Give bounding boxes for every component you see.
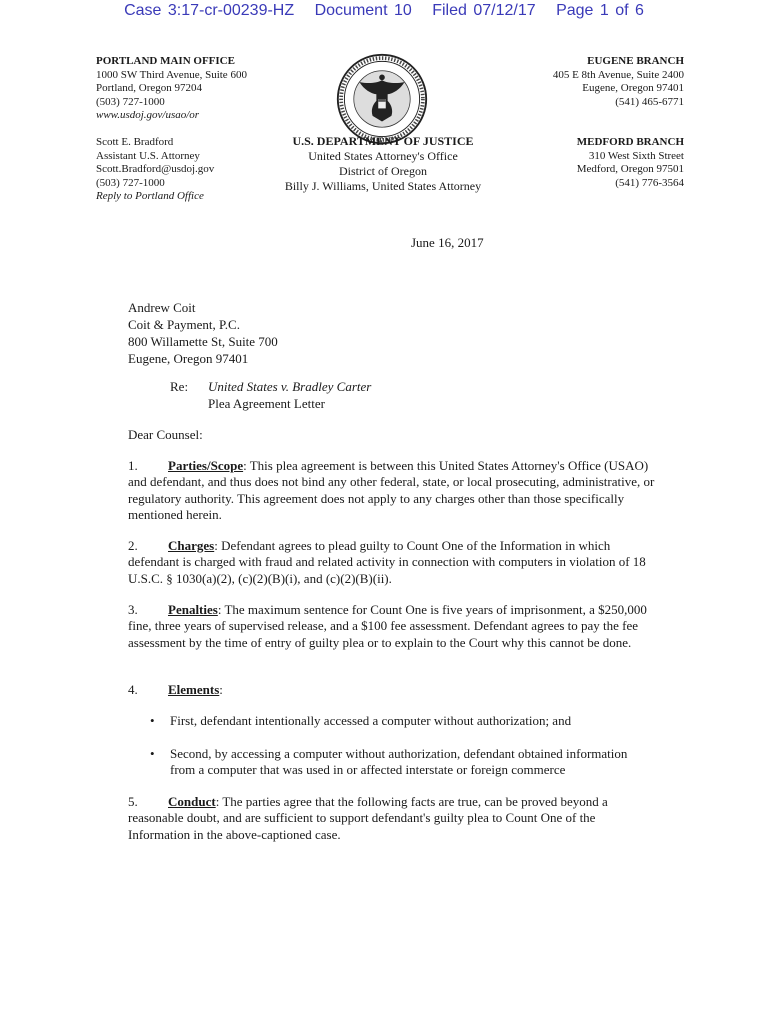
document-number: Document 10 (314, 2, 412, 19)
filed-date: Filed 07/12/17 (432, 2, 536, 19)
recipient-name: Andrew Coit (128, 300, 196, 315)
case-number: Case 3:17-cr-00239-HZ (124, 2, 295, 19)
main-office-address2: Portland, Oregon 97204 (96, 82, 203, 94)
department-attorney: Billy J. Williams, United States Attorney (284, 179, 482, 193)
paragraph-number: 2. (128, 538, 138, 553)
paragraph-heading: Penalties (168, 602, 218, 617)
paragraph-heading: Parties/Scope (168, 458, 244, 473)
paragraph-text: : The maximum sentence for Count One is five years of imprisonment, a $250,000 fine, three years of supervised release, and a $100 fee assessment. Defendant agrees to pay the fee assessment by the time of entry of guilty plea or to explain to the Court why this cannot be done. (128, 602, 647, 650)
recipient-city: Eugene, Oregon 97401 (128, 351, 249, 366)
element-text: First, defendant intentionally accessed a computer without authorization; and (170, 713, 572, 728)
salutation: Dear Counsel: (128, 427, 203, 442)
contact-reply-note: Reply to Portland Office (96, 190, 204, 202)
eugene-address1: 405 E 8th Avenue, Suite 2400 (552, 68, 684, 81)
re-case-name: United States v. Bradley Carter (208, 379, 372, 394)
re-content (208, 378, 371, 412)
department-district: District of Oregon (339, 164, 427, 178)
contact-name: Scott E. Bradford (96, 136, 174, 148)
paragraph-number: 4. (128, 682, 138, 697)
recipient-firm: Coit & Payment, P.C. (128, 317, 240, 332)
paragraph-heading: Charges (168, 538, 215, 553)
medford-branch-title: MEDFORD BRANCH (576, 136, 684, 148)
paragraph-text: : Defendant agrees to plead guilty to Count One of the Information in which defendant is charged with fraud and related activity in connection with computers in violation of 18 U.S.C. § 1030(a)(2), (c)(2)(B)(i), and (c)(2)(B)(ii). (128, 538, 646, 586)
medford-phone: (541) 776-3564 (615, 176, 684, 189)
doj-seal-icon (335, 52, 429, 146)
paragraph-number: 1. (128, 458, 138, 473)
main-office-phone: (503) 727-1000 (96, 95, 165, 108)
department-office: United States Attorney's Office (308, 149, 458, 163)
department-title: U.S. DEPARTMENT OF JUSTICE (292, 134, 474, 148)
re-subject: Plea Agreement Letter (208, 396, 325, 411)
medford-branch-block (464, 136, 684, 190)
main-office-title: PORTLAND MAIN OFFICE (96, 55, 235, 67)
medford-address2: Medford, Oregon 97501 (576, 163, 684, 175)
paragraph-heading: Elements (168, 682, 220, 697)
eugene-branch-block (464, 55, 684, 109)
attorney-contact-block (96, 136, 214, 204)
main-office-url: www.usdoj.gov/usao/or (96, 109, 200, 121)
recipient-address-block (128, 299, 278, 367)
eugene-address2: Eugene, Oregon 97401 (582, 82, 684, 94)
paragraph-number: 3. (128, 602, 138, 617)
paragraph-text: : (219, 682, 223, 697)
paragraph-parties-scope (128, 458, 656, 523)
eugene-branch-title: EUGENE BRANCH (587, 55, 684, 67)
paragraph-heading: Conduct (168, 794, 216, 809)
paragraph-elements (128, 682, 656, 698)
element-text: Second, by accessing a computer without authorization, defendant obtained information from a computer that was used in or affected interstate or foreign commerce (170, 746, 628, 778)
bullet-icon: • (150, 746, 155, 761)
bullet-icon: • (150, 713, 155, 728)
contact-phone: (503) 727-1000 (96, 176, 165, 189)
main-office-address1: 1000 SW Third Avenue, Suite 600 (96, 68, 247, 81)
letter-date: June 16, 2017 (411, 235, 484, 250)
medford-address1: 310 West Sixth Street (588, 149, 684, 162)
recipient-street: 800 Willamette St, Suite 700 (128, 334, 278, 349)
paragraph-number: 5. (128, 794, 138, 809)
paragraph-charges (128, 538, 656, 587)
eugene-phone: (541) 465-6771 (615, 95, 684, 108)
paragraph-text: : This plea agreement is between this United States Attorney's Office (USAO) and defendant, and thus does not bind any other federal, state, or local prosecuting, administrative, or regulatory authority. This agreement does not apply to any charges other than those specifically mentioned herein. (128, 458, 655, 522)
contact-role: Assistant U.S. Attorney (96, 149, 200, 162)
paragraph-text: : The parties agree that the following facts are true, can be proved beyond a reasonable doubt, and are sufficient to support defendant's guilty plea to Count One of the Information in the above-captioned case. (128, 794, 608, 842)
portland-main-office-block (96, 55, 247, 123)
contact-email: Scott.Bradford@usdoj.gov (96, 163, 215, 175)
paragraph-penalties (128, 602, 656, 651)
paragraph-conduct (128, 794, 656, 843)
case-filing-header (0, 2, 768, 20)
page-indicator: Page 1 of 6 (556, 2, 644, 19)
re-label: Re: (170, 379, 189, 394)
